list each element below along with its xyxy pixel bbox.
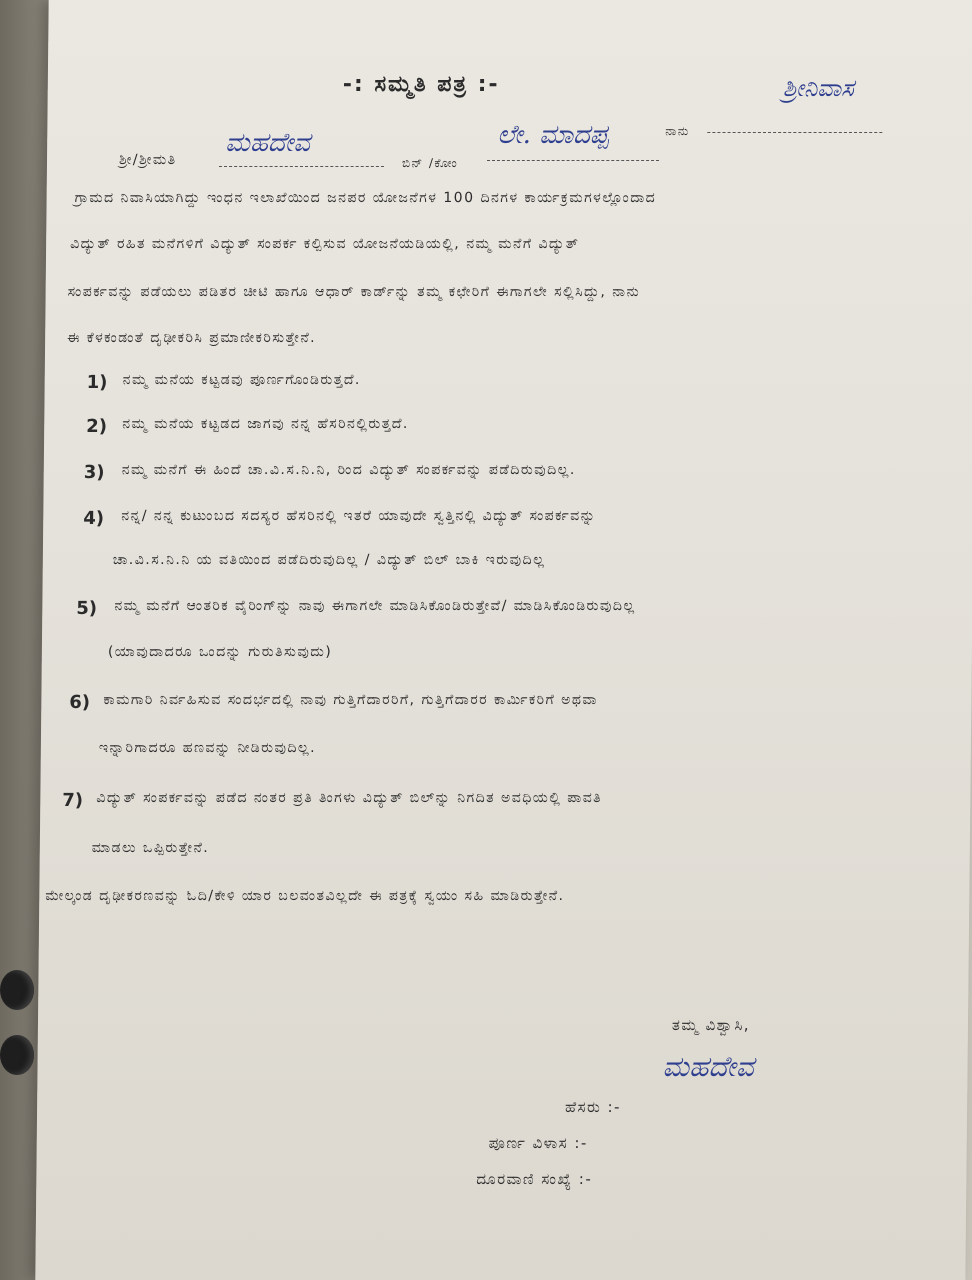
binder-hole	[0, 1035, 34, 1075]
honorific-label: ಶ್ರೀ/ಶ್ರೀಮತಿ	[118, 152, 177, 168]
item-number: 5)	[76, 598, 98, 619]
item-text: ನಮ್ಮ ಮನೆಯ ಕಟ್ಟಡವು ಪೂರ್ಣಗೊಂಡಿರುತ್ತದೆ.	[122, 372, 362, 388]
paragraph-line: ವಿದ್ಯುತ್ ರಹಿತ ಮನೆಗಳಿಗೆ ವಿದ್ಯುತ್ ಸಂಪರ್ಕ ಕಲ್ಪಿಸುವ ಯೋಜನೆಯಡಿಯಲ್ಲಿ, ನಮ್ಮ ಮನೆಗೆ ವಿದ್ಯುತ್	[70, 236, 580, 252]
binder-hole	[0, 970, 34, 1010]
phone-field-label: ದೂರವಾಣಿ ಸಂಖ್ಯೆ :-	[476, 1170, 593, 1188]
name-blank-line	[219, 166, 384, 167]
handwritten-signature: ಮಹದೇವ	[662, 1050, 754, 1083]
paragraph-line: ಈ ಕೆಳಕಂಡಂತೆ ದೃಢೀಕರಿಸಿ ಪ್ರಮಾಣೀಕರಿಸುತ್ತೇನೆ.	[67, 330, 317, 346]
item-number: 1)	[86, 372, 108, 393]
bin-kom-label: ಬಿನ್ /ಕೋಂ	[401, 156, 459, 170]
item-text: (ಯಾವುದಾದರೂ ಒಂದನ್ನು ಗುರುತಿಸುವುದು)	[107, 644, 333, 660]
item-number: 4)	[83, 508, 105, 529]
item-number: 3)	[83, 462, 105, 483]
paragraph-line: ಸಂಪರ್ಕವನ್ನು ಪಡೆಯಲು ಪಡಿತರ ಚೀಟಿ ಹಾಗೂ ಆಧಾರ್ ಕಾರ್ಡ್‌ನ್ನು ತಮ್ಮ ಕಛೇರಿಗೆ ಈಗಾಗಲೇ ಸಲ್ಲಿಸಿದ್ದು, ನಾನು	[67, 284, 641, 300]
father-blank-line	[487, 160, 659, 161]
handwritten-father-name: ಲೇ. ಮಾದಪ್ಪ	[497, 120, 609, 150]
naanu-label: ನಾನು	[665, 124, 690, 138]
consent-letter-page	[35, 0, 972, 1280]
handwritten-name: ಮಹದೇವ	[225, 128, 311, 158]
item-text: ನನ್ನ/ ನನ್ನ ಕುಟುಂಬದ ಸದಸ್ಯರ ಹೆಸರಿನಲ್ಲಿ ಇತರೆ ಯಾವುದೇ ಸ್ವತ್ತಿನಲ್ಲಿ ವಿದ್ಯುತ್ ಸಂಪರ್ಕವನ್ನು	[121, 508, 597, 524]
item-text: ವಿದ್ಯುತ್ ಸಂಪರ್ಕವನ್ನು ಪಡೆದ ನಂತರ ಪ್ರತಿ ತಿಂಗಳು ವಿದ್ಯುತ್ ಬಿಲ್‌ನ್ನು ನಿಗದಿತ ಅವಧಿಯಲ್ಲಿ ಪಾವತಿ	[96, 790, 603, 806]
closing-statement: ಮೇಲ್ಕಂಡ ದೃಢೀಕರಣವನ್ನು ಓದಿ/ಕೇಳಿ ಯಾರ ಬಲವಂತವಿಲ್ಲದೇ ಈ ಪತ್ರಕ್ಕೆ ಸ್ವಯಂ ಸಹಿ ಮಾಡಿರುತ್ತೇನೆ.	[45, 888, 565, 904]
item-number: 7)	[62, 790, 84, 811]
handwritten-village: ಶ್ರೀನಿವಾಸ	[782, 74, 855, 102]
address-field-label: ಪೂರ್ಣ ವಿಳಾಸ :-	[488, 1134, 588, 1152]
item-number: 6)	[69, 692, 91, 713]
paragraph-line: ಗ್ರಾಮದ ನಿವಾಸಿಯಾಗಿದ್ದು ಇಂಧನ ಇಲಾಖೆಯಿಂದ ಜನಪರ ಯೋಜನೆಗಳ 100 ದಿನಗಳ ಕಾರ್ಯಕ್ರಮಗಳಲ್ಲೊಂದಾದ	[74, 190, 657, 206]
item-text: ಕಾಮಗಾರಿ ನಿರ್ವಹಿಸುವ ಸಂದರ್ಭದಲ್ಲಿ ನಾವು ಗುತ್ತಿಗೆದಾರರಿಗೆ, ಗುತ್ತಿಗೆದಾರರ ಕಾರ್ಮಿಕರಿಗೆ ಅಥವಾ	[103, 692, 598, 708]
item-text: ನಮ್ಮ ಮನೆಗೆ ಈ ಹಿಂದೆ ಚಾ.ವಿ.ಸ.ನಿ.ನಿ, ರಿಂದ ವಿದ್ಯುತ್ ಸಂಪರ್ಕವನ್ನು ಪಡೆದಿರುವುದಿಲ್ಲ.	[121, 462, 576, 478]
item-text: ನಮ್ಮ ಮನೆಗೆ ಆಂತರಿಕ ವೈರಿಂಗ್‌ನ್ನು ನಾವು ಈಗಾಗಲೇ ಮಾಡಿಸಿಕೊಂಡಿರುತ್ತೇವೆ/ ಮಾಡಿಸಿಕೊಂಡಿರುವುದಿಲ್ಲ	[114, 598, 636, 614]
document-title: -: ಸಮ್ಮತಿ ಪತ್ರ :-	[342, 72, 500, 97]
item-text: ಮಾಡಲು ಒಪ್ಪಿರುತ್ತೇನೆ.	[91, 840, 210, 856]
item-number: 2)	[86, 416, 108, 437]
village-blank-line	[707, 132, 882, 133]
item-text: ಚಾ.ವಿ.ಸ.ನಿ.ನಿ ಯ ವತಿಯಿಂದ ಪಡೆದಿರುವುದಿಲ್ಲ / ವಿದ್ಯುತ್ ಬಿಲ್ ಬಾಕಿ ಇರುವುದಿಲ್ಲ	[112, 552, 546, 568]
name-field-label: ಹೆಸರು :-	[565, 1098, 622, 1116]
item-text: ನಮ್ಮ ಮನೆಯ ಕಟ್ಟಡದ ಜಾಗವು ನನ್ನ ಹೆಸರಿನಲ್ಲಿರುತ್ತದೆ.	[122, 416, 409, 432]
item-text: ಇನ್ನಾರಿಗಾದರೂ ಹಣವನ್ನು ನೀಡಿರುವುದಿಲ್ಲ.	[98, 740, 317, 756]
yours-faithfully: ತಮ್ಮ ವಿಶ್ವಾಸಿ,	[671, 1016, 751, 1034]
